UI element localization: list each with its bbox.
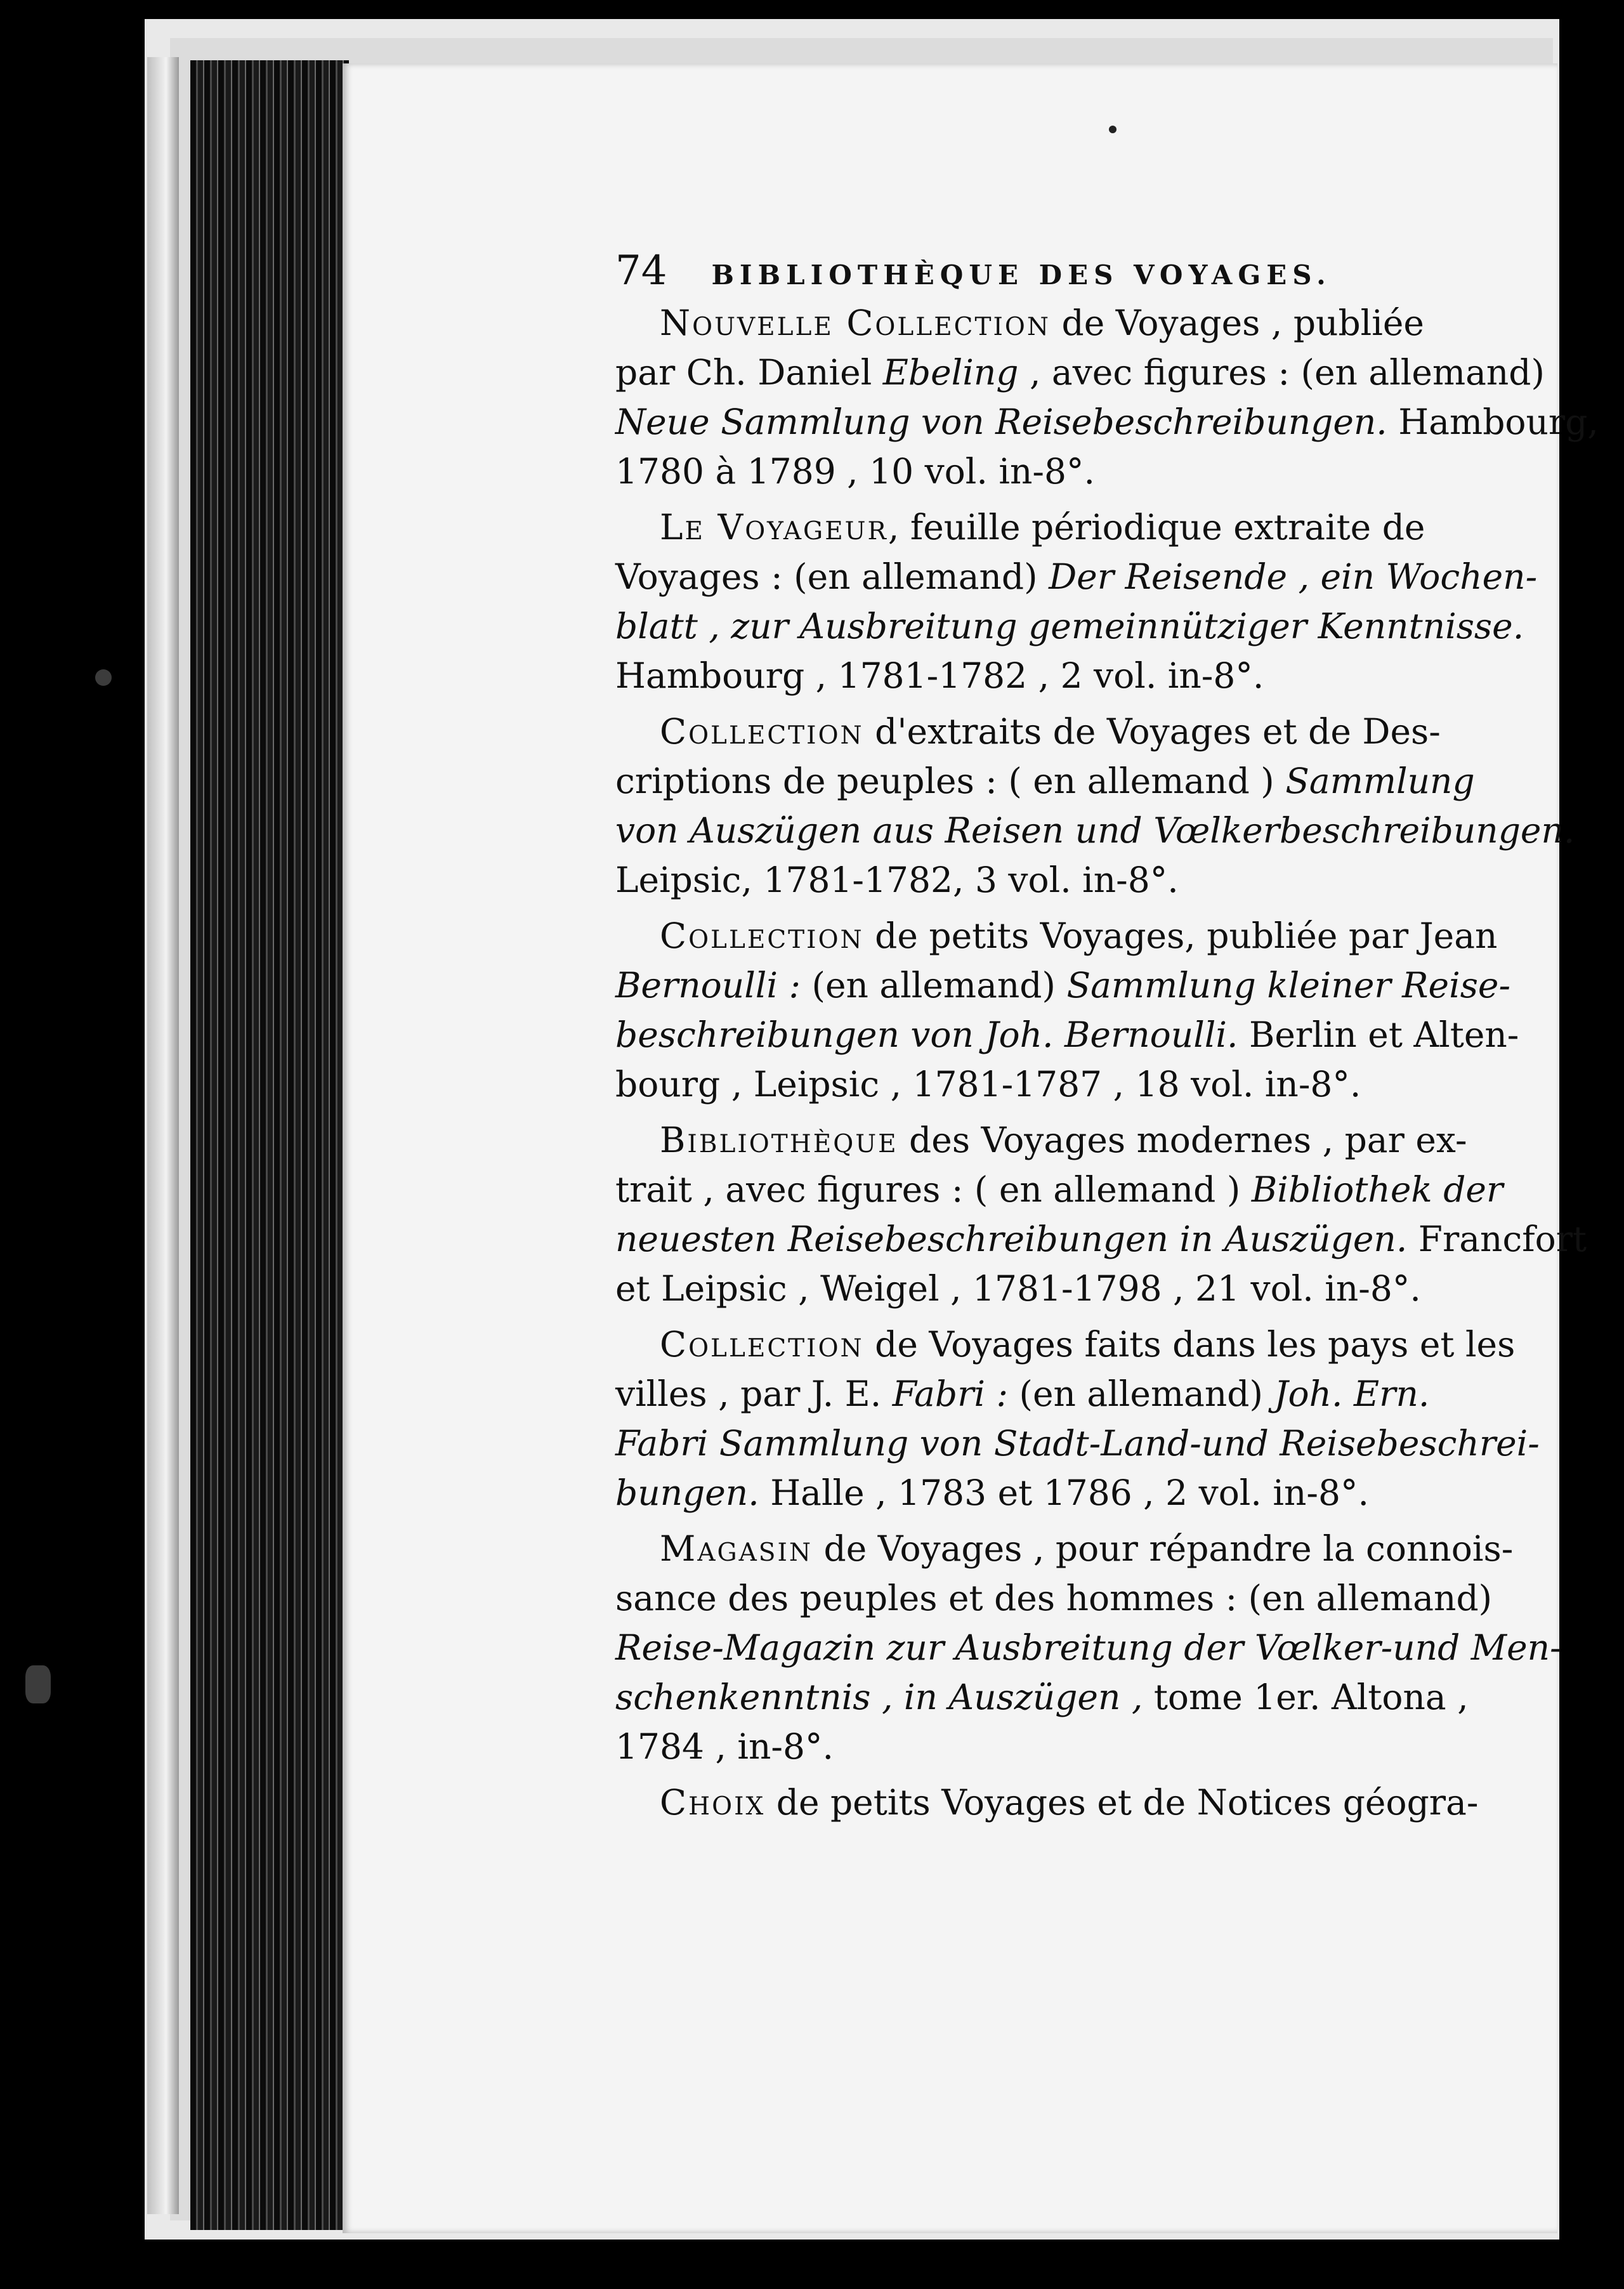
text-segment: Voyages : (en allemand) (615, 556, 1049, 597)
italic-text: Sammlung kleiner Reise- (1066, 965, 1511, 1006)
text-line (615, 1778, 1503, 1827)
text-line (615, 502, 1503, 552)
small-caps-heading: Collection (660, 915, 864, 956)
italic-text: Sammlung (1285, 761, 1475, 801)
bibliography-entry (615, 1115, 1587, 1313)
small-caps-heading: Bibliothèque (660, 1120, 898, 1160)
ink-spot (1109, 126, 1116, 133)
page-text (615, 247, 1599, 1827)
text-segment: Leipsic, 1781-1782, 3 vol. in-8°. (615, 860, 1179, 900)
italic-text: Ebeling (882, 352, 1019, 393)
text-line (615, 552, 1538, 601)
text-line (615, 855, 1503, 905)
text-segment: Berlin et Alten- (1238, 1014, 1519, 1055)
text-line (615, 1010, 1519, 1059)
bibliography-entry (615, 1778, 1503, 1827)
text-line (615, 1419, 1540, 1468)
text-segment: de petits Voyages et de Notices géogra- (765, 1782, 1479, 1823)
text-segment: de Voyages , publiée (1051, 303, 1424, 343)
bibliography-entries (615, 298, 1599, 1827)
text-segment: , avec figures : (en allemand) (1018, 352, 1545, 393)
italic-text: schenkenntnis , in Auszügen , (615, 1677, 1143, 1717)
ink-spot (95, 669, 112, 686)
text-segment: 1780 à 1789 , 10 vol. in-8°. (615, 451, 1095, 492)
text-line (615, 1320, 1516, 1369)
bibliography-entry (615, 1320, 1540, 1518)
italic-text: beschreibungen von Joh. Bernoulli. (615, 1014, 1238, 1055)
text-segment: Halle , 1783 et 1786 , 2 vol. in-8°. (759, 1472, 1369, 1513)
text-line (615, 601, 1524, 651)
italic-text: Joh. Ern. (1274, 1374, 1430, 1414)
small-caps-heading: Magasin (660, 1528, 813, 1569)
text-line (615, 397, 1599, 447)
bibliography-entry (615, 1524, 1562, 1771)
running-title: BIBLIOTHÈQUE DES VOYAGES. (711, 259, 1332, 291)
text-segment: Hambourg , 1781-1782 , 2 vol. in-8°. (615, 655, 1264, 696)
text-line (615, 806, 1575, 855)
italic-text: Reise-Magazin zur Ausbreitung der Vœlker-und Men- (615, 1627, 1562, 1668)
text-segment: et Leipsic , Weigel , 1781-1798 , 21 vol. in-8°. (615, 1268, 1421, 1309)
text-line (615, 756, 1503, 806)
text-segment: , feuille périodique extraite de (887, 507, 1425, 548)
text-line (615, 348, 1545, 397)
ink-spot (25, 1665, 51, 1703)
page-number: 74 (615, 247, 667, 294)
bibliography-entry (615, 707, 1575, 905)
page-edge-stack (190, 60, 349, 2230)
text-segment: Hambourg, (1387, 402, 1599, 442)
italic-text: von Auszügen aus Reisen und Vœlkerbeschreibungen. (615, 810, 1575, 851)
text-segment: de Voyages , pour répandre la connois- (813, 1528, 1514, 1569)
text-segment: sance des peuples et des hommes : (en allemand) (615, 1578, 1493, 1618)
small-caps-heading: Collection (660, 1324, 864, 1365)
running-header (615, 247, 1503, 292)
bibliography-entry (615, 502, 1538, 700)
italic-text: neuesten Reisebeschreibungen in Auszügen. (615, 1219, 1408, 1259)
text-line (615, 1672, 1503, 1722)
text-segment: (en allemand) (801, 965, 1067, 1006)
text-line (615, 1468, 1503, 1518)
text-segment: Francfort (1407, 1219, 1587, 1259)
italic-text: Bibliothek der (1251, 1169, 1503, 1210)
small-caps-heading: Choix (660, 1782, 766, 1823)
text-line (615, 298, 1503, 348)
text-line (615, 1165, 1503, 1214)
text-segment: d'extraits de Voyages et de Des- (863, 711, 1441, 752)
text-line (615, 1264, 1503, 1313)
text-segment: villes , par J. E. (615, 1374, 893, 1414)
text-line (615, 1722, 1503, 1771)
text-segment: (en allemand) (1008, 1374, 1274, 1414)
text-line (615, 1573, 1503, 1623)
italic-text: bungen. (615, 1472, 759, 1513)
text-segment: criptions de peuples : ( en allemand ) (615, 761, 1286, 801)
bibliography-entry (615, 911, 1519, 1109)
text-line (615, 447, 1503, 496)
small-caps-heading: Le Voyageur (660, 507, 888, 548)
text-line (615, 651, 1503, 700)
text-line (615, 911, 1503, 961)
page-edge-highlight (147, 57, 179, 2214)
text-segment: bourg , Leipsic , 1781-1787 , 18 vol. in-8°. (615, 1064, 1361, 1105)
text-segment: par Ch. Daniel (615, 352, 883, 393)
text-segment: 1784 , in-8°. (615, 1726, 834, 1767)
italic-text: Fabri : (892, 1374, 1009, 1414)
text-line (615, 1115, 1503, 1165)
italic-text: Neue Sammlung von Reisebeschreibungen. (615, 402, 1387, 442)
text-line (615, 707, 1503, 756)
bibliography-entry (615, 298, 1599, 496)
text-line (615, 1059, 1503, 1109)
text-segment: de petits Voyages, publiée par Jean (863, 915, 1498, 956)
text-segment: des Voyages modernes , par ex- (898, 1120, 1467, 1160)
text-segment: de Voyages faits dans les pays et les (863, 1324, 1516, 1365)
text-line (615, 1214, 1587, 1264)
italic-text: blatt , zur Ausbreitung gemeinnütziger Kenntnisse. (615, 606, 1524, 646)
italic-text: Fabri Sammlung von Stadt-Land-und Reisebeschrei- (615, 1423, 1540, 1464)
italic-text: Bernoulli : (615, 965, 801, 1006)
text-line (615, 961, 1511, 1010)
text-line (615, 1524, 1514, 1573)
small-caps-heading: Collection (660, 711, 864, 752)
text-segment: trait , avec figures : ( en allemand ) (615, 1169, 1252, 1210)
text-segment: tome 1er. Altona , (1143, 1677, 1469, 1717)
text-line (615, 1369, 1503, 1419)
small-caps-heading: Nouvelle Collection (660, 303, 1051, 343)
text-line (615, 1623, 1562, 1672)
italic-text: Der Reisende , ein Wochen- (1049, 556, 1538, 597)
